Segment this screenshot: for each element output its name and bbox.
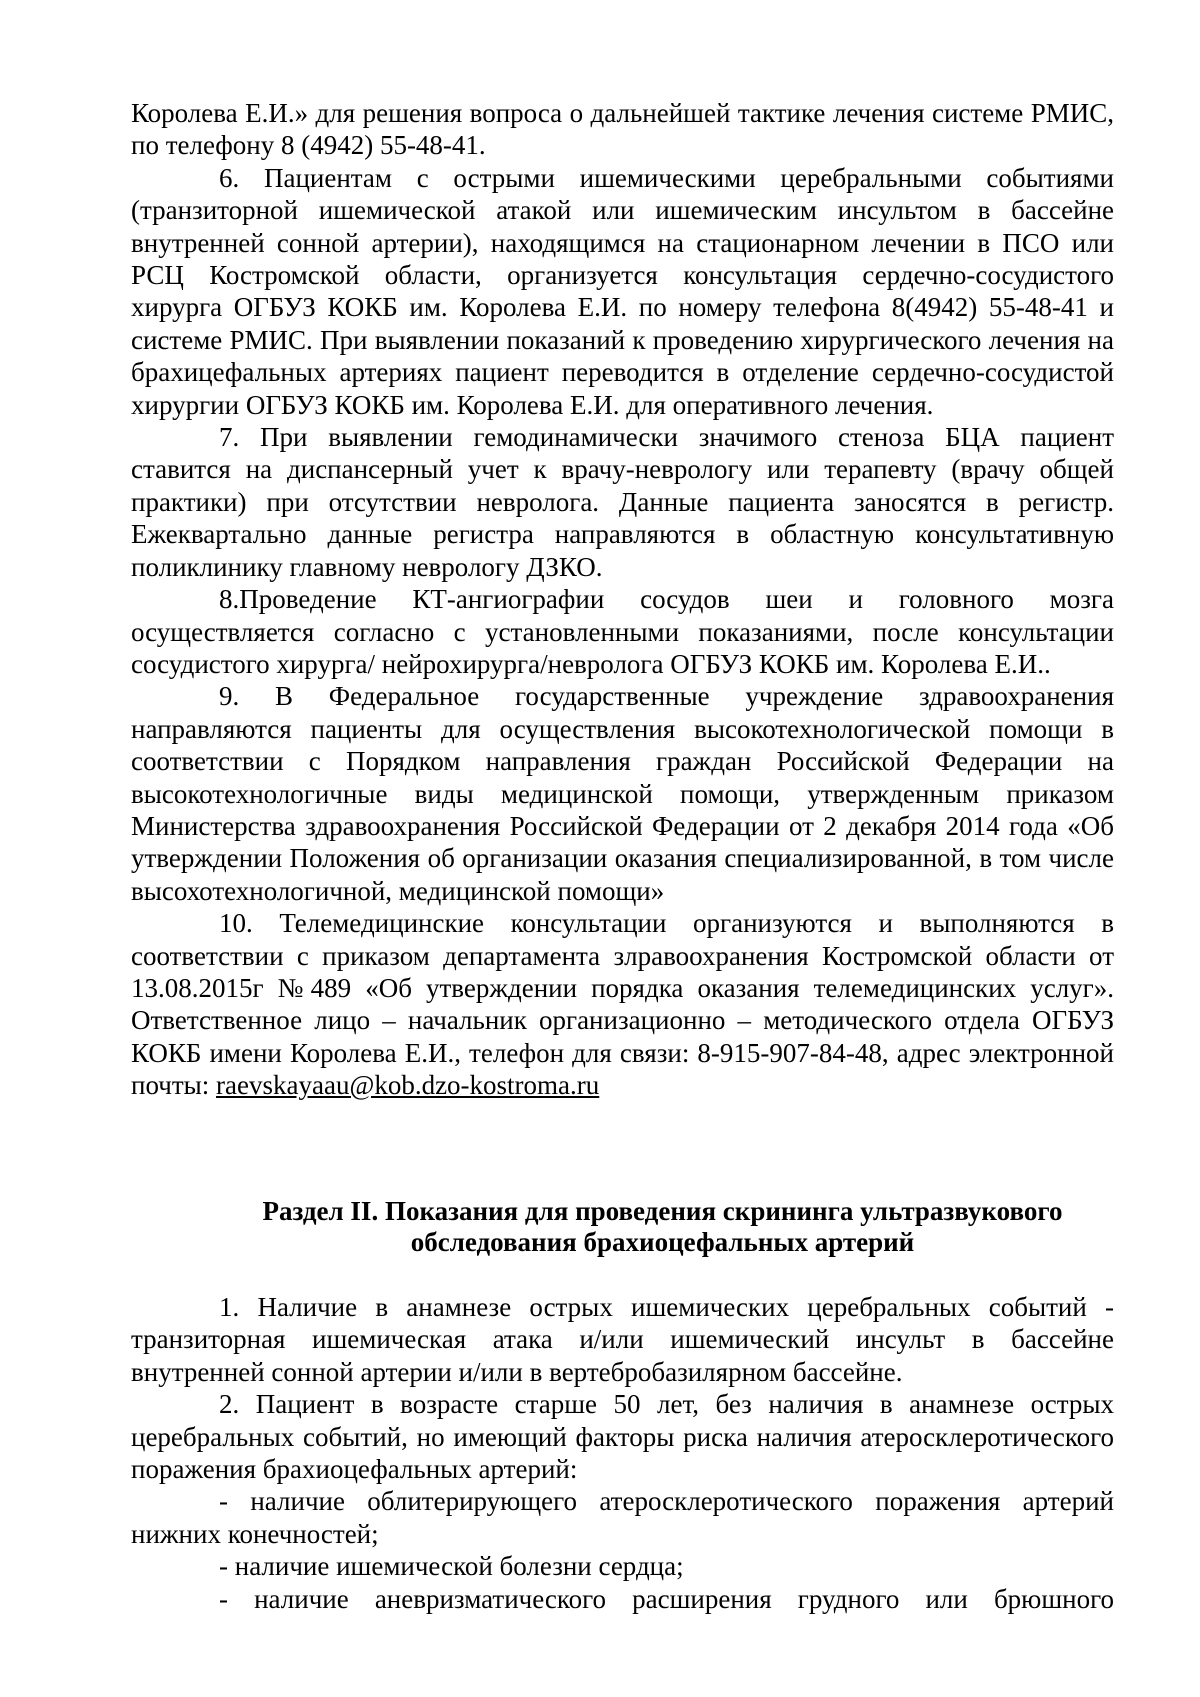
section-item-1: 1. Наличие в анамнезе острых ишемических церебральных событий - транзиторная ишемическая атака и/или ишемический инсульт в бассейне внутренней сонной артерии и/или в вертебробазилярном бассейне.: [131, 1292, 1114, 1387]
document-body-top: [131, 97, 1114, 1102]
risk-factor-3: - наличие аневризматического расширения грудного или брюшного: [219, 1583, 1114, 1614]
section-item-2: 2. Пациент в возрасте старше 50 лет, без наличия в анамнезе острых церебральных событий, но имеющий факторы риска наличия атеросклеротического поражения брахиоцефальных артерий:: [131, 1389, 1114, 1485]
paragraph-8: 8.Проведение КТ-ангиографии сосудов шеи и головного мозга осуществляется согласно с установленными показаниями, после консультации сосудистого хирурга/ нейрохирурга/невролога ОГБУЗ КОКБ им. Королева Е.И..: [131, 584, 1114, 679]
section-heading-line-2: обследования брахиоцефальных артерий: [410, 1227, 915, 1257]
email-link[interactable]: raevskayaau@kob.dzo-kostroma.ru: [216, 1070, 600, 1101]
risk-factor-2: - наличие ишемической болезни сердца;: [219, 1551, 684, 1582]
paragraph-6: 6. Пациентам с острыми ишемическими церебральными событиями (транзиторной ишемической атакой или ишемическим инсультом в бассейне внутренней сонной артерии), находящимся на стационарном лечении в ПСО или РСЦ Костромской области, организуется консультация сердечно-сосудистого хирурга ОГБУЗ КОКБ им. Королева Е.И. по номеру телефона 8(4942) 55-48-41 и системе РМИС. При выявлении показаний к проведению хирургического лечения на брахицефальных артериях пациент переводится в отделение сердечно-сосудистой хирургии ОГБУЗ КОКБ им. Королева Е.И. для оперативного лечения.: [131, 162, 1114, 420]
paragraph-10-text: 10. Телемедицинские консультации организуются и выполняются в соответствии с приказом департамента злравоохранения Костромской области от 13.08.2015г №489 «Об утверждении порядка оказания телемедицинских услуг». Ответственное лицо – начальник организационно – методического отдела ОГБУЗ КОКБ имени Королева Е.И., телефон для связи: 8-915-907-84-48, адрес электронной почты:: [131, 908, 1114, 1101]
paragraph-continuation: Королева Е.И.» для решения вопроса о дальнейшей тактике лечения системе РМИС, по телефону 8 (4942) 55-48-41.: [131, 98, 1114, 161]
paragraph-9: 9. В Федеральное государственные учреждение здравоохранения направляются пациенты для осуществления высокотехнологической помощи в соответствии с Порядком направления граждан Российской Федерации на высокотехнологичные виды медицинской помощи, утвержденным приказом Министерства здравоохранения Российской Федерации от 2 декабря 2014 года «Об утверждении Положения об организации оказания специализированной, в том числе высохотехнологичной, медицинской помощи»: [131, 681, 1114, 906]
paragraph-7: 7. При выявлении гемодинамически значимого стеноза БЦА пациент ставится на диспансерный учет к врачу-неврологу или терапевту (врачу общей практики) при отсутствии невролога. Данные пациента заносятся в регистр. Ежеквартально данные регистра направляются в областную консультативную поликлинику главному неврологу ДЗКО.: [131, 422, 1114, 582]
paragraph-10: [131, 907, 1114, 1101]
document-body-section: [131, 1291, 1114, 1615]
section-heading: [131, 1196, 1114, 1258]
risk-factor-1: - наличие облитерирующего атеросклеротического поражения артерий нижних конечностей;: [131, 1486, 1114, 1549]
section-heading-line-1: Раздел II. Показания для проведения скрининга ультразвукового: [262, 1196, 1063, 1226]
